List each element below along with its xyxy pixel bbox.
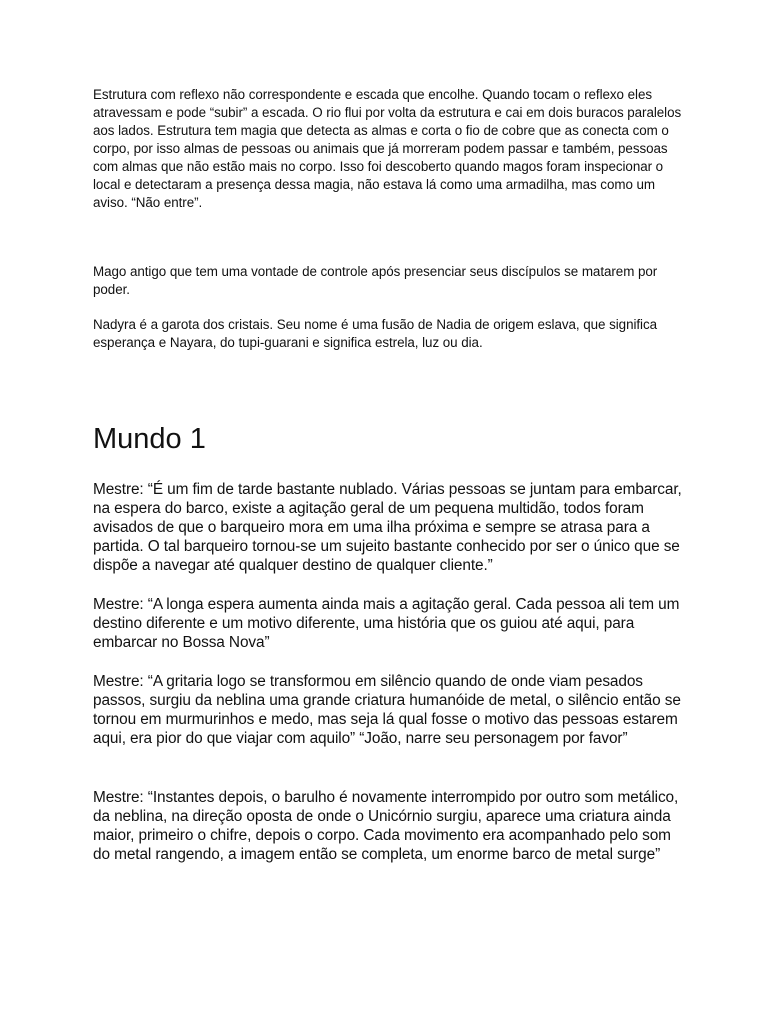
- note-paragraph-ancient-mage: Mago antigo que tem uma vontade de controle após presenciar seus discípulos se matarem por poder.: [93, 264, 658, 297]
- note-paragraph-structure: Estrutura com reflexo não correspondente e escada que encolhe. Quando tocam o reflexo eles atravessam e pode “subir” a escada. O rio flui por volta da estrutura e cai em dois buracos paralelos aos lados. Estrutura tem magia que detecta as almas e corta o fio de cobre que as conecta com o corpo, por isso almas de pessoas ou animais que já morreram podem passar e também, pessoas com almas que não estão mais no corpo. Isso foi descoberto quando magos foram inspecionar o local e detectaram a presença dessa magia, não estava lá como uma armadilha, mas como um aviso. “Não entre”.: [93, 87, 682, 210]
- note-paragraph-nadyra: Nadyra é a garota dos cristais. Seu nome é uma fusão de Nadia de origem eslava, que significa esperança e Nayara, do tupi-guarani e significa estrela, luz ou dia.: [93, 317, 658, 350]
- section-heading: Mundo 1: [93, 423, 206, 455]
- narration-paragraph: Mestre: “A gritaria logo se transformou em silêncio quando de onde viam pesados passos, surgiu da neblina uma grande criatura humanóide de metal, o silêncio então se tornou em murmurinhos e medo, mas seja lá qual fosse o motivo das pessoas estarem aqui, era pior do que viajar com aquilo” “João, narre seu personagem por favor”: [93, 673, 681, 747]
- narration-paragraph: Mestre: “Instantes depois, o barulho é novamente interrompido por outro som metálico, da neblina, na direção oposta de onde o Unicórnio surgiu, aparece uma criatura ainda maior, primeiro o chifre, depois o corpo. Cada movimento era acompanhado pelo som do metal rangendo, a imagem então se completa, um enorme barco de metal surge”: [93, 789, 679, 863]
- narration-paragraph: Mestre: “A longa espera aumenta ainda mais a agitação geral. Cada pessoa ali tem um destino diferente e um motivo diferente, uma história que os guiou até aqui, para embarcar no Bossa Nova”: [93, 596, 680, 651]
- narration-paragraph: Mestre: “É um fim de tarde bastante nublado. Várias pessoas se juntam para embarcar, na espera do barco, existe a agitação geral de um pequena multidão, todos foram avisados de que o barqueiro mora em uma ilha próxima e sempre se atrasa para a partida. O tal barqueiro tornou-se um sujeito bastante conhecido por ser o único que se dispõe a navegar até qualquer destino de qualquer cliente.”: [93, 481, 682, 574]
